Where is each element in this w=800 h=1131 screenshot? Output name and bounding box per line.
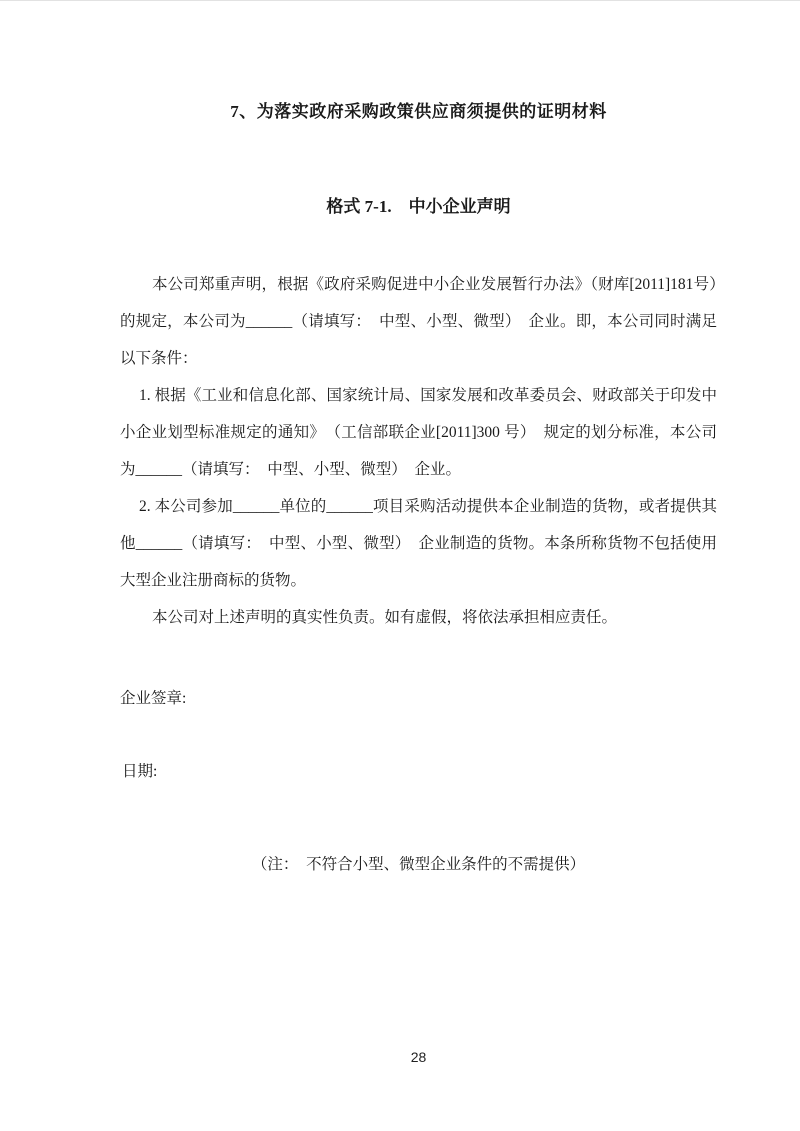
company-seal-label: 企业签章:: [120, 690, 187, 707]
note-text: （注： 不符合小型、微型企业条件的不需提供）: [251, 856, 586, 873]
condition-2-paragraph: 2. 本公司参加______单位的______项目采购活动提供本企业制造的货物，或者提供其他______（请填写： 中型、小型、微型） 企业制造的货物。本条所称货物不包括使用大型企业注册商标的货物。: [120, 498, 717, 589]
declaration-body: [120, 266, 733, 636]
responsibility-paragraph: 本公司对上述声明的真实性负责。如有虚假，将依法承担相应责任。: [152, 609, 618, 626]
condition-1-paragraph: 1. 根据《工业和信息化部、国家统计局、国家发展和改革委员会、财政部关于印发中小企业划型标准规定的通知》 （工信部联企业[2011]300 号） 规定的划分标准，本公司为______（请填写： 中型、小型、微型） 企业。: [120, 387, 717, 478]
intro-paragraph: 本公司郑重声明，根据《政府采购促进中小企业发展暂行办法》（财库[2011]181号） 的规定，本公司为______（请填写： 中型、小型、微型） 企业。即，本公司同时满足以下条件：: [120, 276, 733, 367]
section-title: 7、为落实政府采购政策供应商须提供的证明材料: [230, 102, 607, 121]
page-number: 28: [410, 1049, 427, 1065]
date-label: 日期:: [122, 763, 158, 780]
form-heading: 格式 7-1. 中小企业声明: [326, 197, 511, 216]
